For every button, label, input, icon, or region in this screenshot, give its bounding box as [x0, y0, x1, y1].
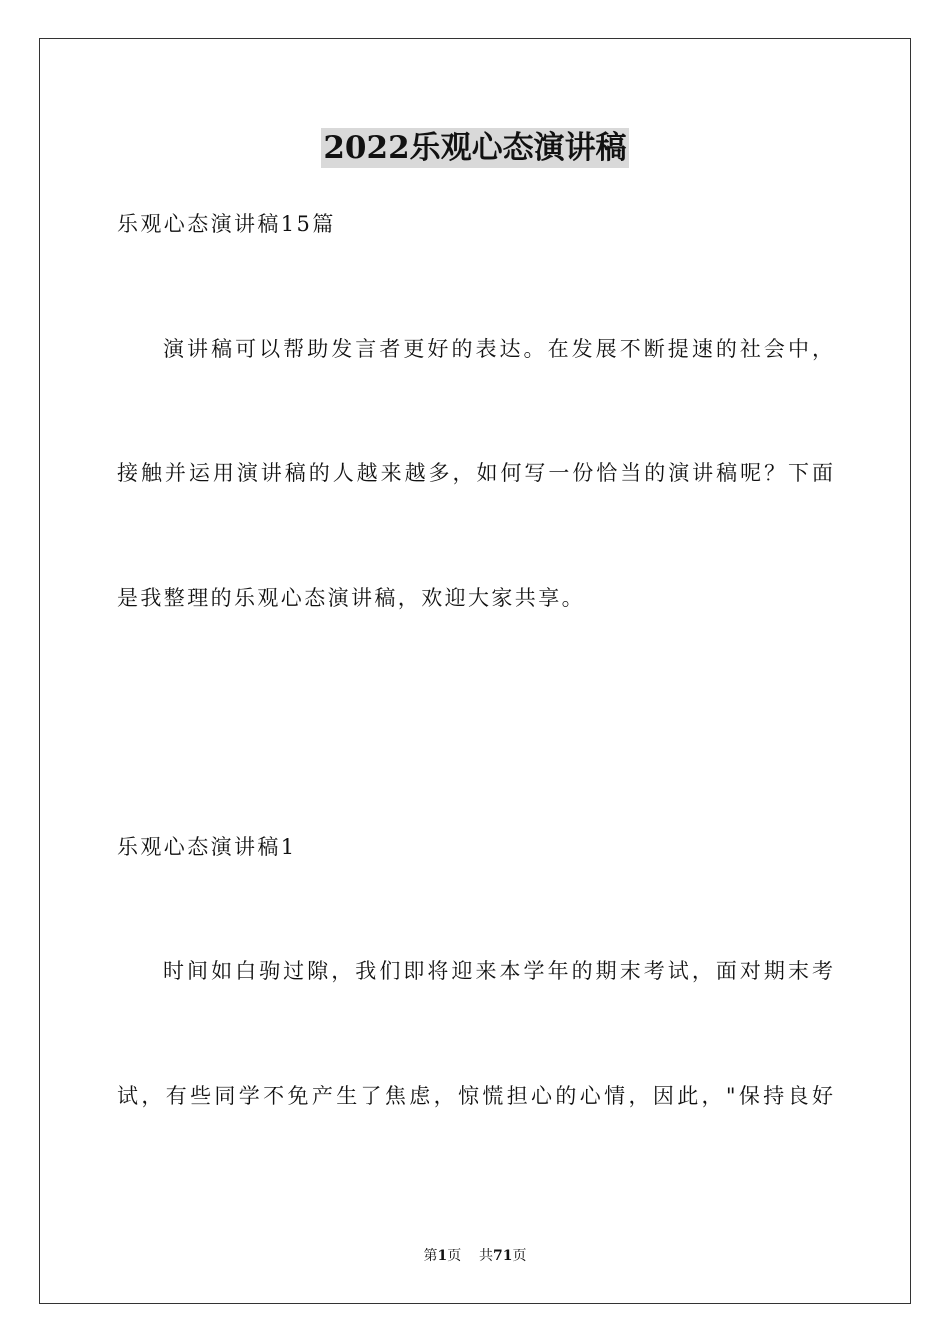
total-prefix: 共: [479, 1248, 494, 1264]
section-heading: 乐观心态演讲稿1: [117, 835, 297, 859]
intro-paragraph-line-3: 是我整理的乐观心态演讲稿，欢迎大家共享。: [117, 586, 585, 610]
total-pages: 71: [493, 1248, 513, 1264]
page-suffix: 页: [447, 1248, 462, 1264]
page-footer: [0, 1247, 950, 1265]
document-subtitle: 乐观心态演讲稿15篇: [117, 212, 336, 236]
page-prefix: 第: [423, 1248, 438, 1264]
section-paragraph-line-1: 时间如白驹过隙，我们即将迎来本学年的期末考试，面对期末考: [163, 959, 833, 983]
intro-paragraph-line-2: 接触并运用演讲稿的人越来越多，如何写一份恰当的演讲稿呢？下面: [117, 461, 833, 485]
document-title: 2022乐观心态演讲稿: [323, 130, 627, 166]
title-container: [0, 128, 950, 168]
total-suffix: 页: [512, 1248, 527, 1264]
intro-paragraph-line-1: 演讲稿可以帮助发言者更好的表达。在发展不断提速的社会中，: [163, 337, 833, 361]
section-paragraph-line-2: 试，有些同学不免产生了焦虑，惊慌担心的心情，因此，"保持良好: [117, 1084, 833, 1108]
page-number: 1: [437, 1248, 448, 1264]
